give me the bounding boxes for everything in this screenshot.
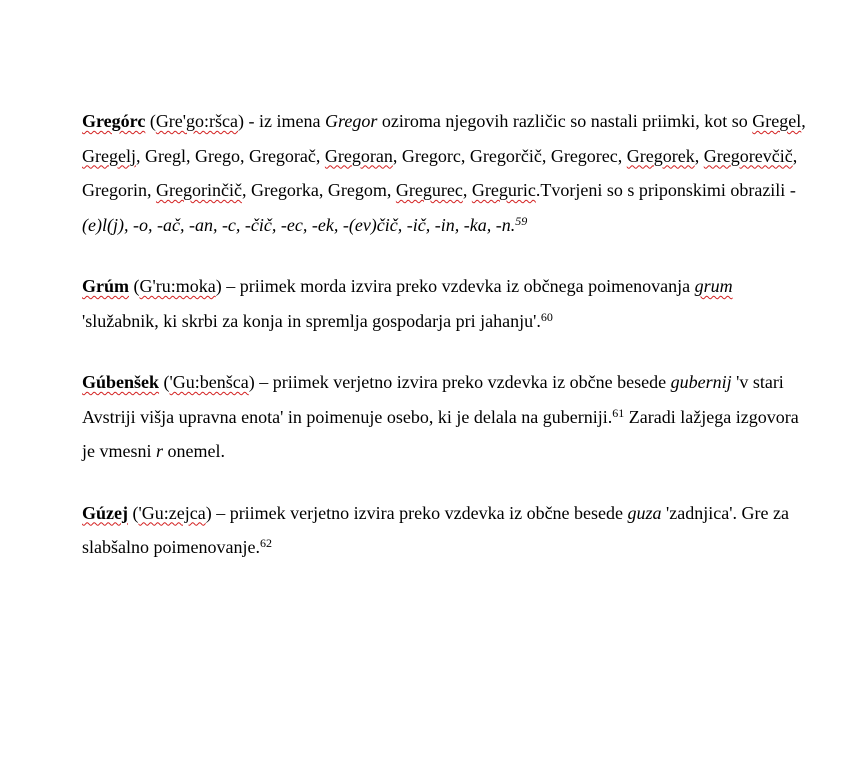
entry-dash: – [254,372,273,392]
surname-item: Gregorc [401,145,461,166]
surname-item: Gregurec [395,180,463,200]
surname-item: Gregorec [550,145,618,166]
entry-guzej: Gúzej ('Gu:zejca) – priimek verjetno izvira preko vzdevka iz občne besede guza 'zadnjica'. Gre za slabšalno poimenovanje.$^{62}$ [82,502,789,557]
surname-item: Gregorevčič [703,145,793,166]
surname-item: Gregorač [248,145,316,166]
entry-text: priimek verjetno izvira preko vzdevka iz občne besede [229,502,628,523]
entry-italic-term: r [156,441,164,461]
surname-item: Gregelj [82,145,136,166]
entry-italic-term: Gregor [325,111,378,131]
surname-item: Gregel [752,111,802,131]
entry-text: 'služabnik, ki skrbi za konja in spremlja gospodarja pri jahanju'. [82,310,541,331]
footnote-ref[interactable]: 61 [612,405,625,420]
entry-text: 'v stari Avstriji višja upravna enota' in poimenuje osebo, ki je delala na guberniji. [82,372,784,427]
entry-headword: Gúbenšek [82,372,160,392]
surname-item: Gregorek [626,145,695,166]
entry-text: oziroma njegovih različic so nastali priimki, kot so [377,111,753,131]
surname-item: Gregl [144,145,186,166]
entry-italic-term: guza [627,502,662,523]
footnote-ref[interactable]: 59 [515,213,528,228]
surname-item: Grego [194,145,240,166]
entry-text: .Tvorjeni so s priponskimi obrazili [535,180,790,200]
entry-italic-term: grum [694,276,733,296]
footnote-ref[interactable]: 62 [259,536,272,550]
entry-headword: Gregórc [82,111,146,131]
surname-item: Greguric [471,180,536,200]
entry-text: iz imena [259,111,326,131]
surname-item: Gregorinčič [155,180,242,200]
entry-pronunciation: 'Gu:benšca [169,372,249,392]
entry-text: priimek morda izvira preko vzdevka iz občnega poimenovanja [239,276,695,296]
entry-pronunciation: 'Gu:zejca [138,502,206,523]
entry-text: onemel. [163,441,225,461]
entry-grum: Grúm (G'ru:moka) – priimek morda izvira preko vzdevka iz občnega poimenovanja grum 'služabnik, ki skrbi za konja in spremlja gospodarja pri jahanju'.$^{60}$ [82,276,733,331]
entry-pronunciation: G'ru:moka [139,276,216,296]
entry-gubensek: Gúbenšek ('Gu:benšca) – priimek verjetno izvira preko vzdevka iz občne besede gubernij 'v stari Avstriji višja upravna enota' in poimenuje osebo, ki je delala na guberniji.$^{61}$ Zaradi lažjega izgovora je vmesni r onemel. [82,372,799,461]
surname-item: Gregorčič [469,145,542,166]
entry-text: 'zadnjica'. Gre za slabšalno poimenovanje. [82,502,789,557]
entry-dash: - [244,111,260,131]
suffix-list: -(e)l(j), -o, -ač, -an, -c, -čič, -ec, -ek, -(ev)čič, -ič, -in, -ka, -n. [82,180,796,235]
footnote-ref[interactable]: 60 [540,309,553,324]
surname-item: Gregorka [250,180,319,200]
entry-headword: Grúm [82,276,129,296]
entry-italic-term: gubernij [670,372,732,392]
entry-gregorc: Gregórc (Gre'go:ršca) - iz imena Gregor oziroma njegovih različic so nastali priimki, kot so Gregel, Gregelj, Gregl, Grego, Gregorač, Gregoran, Gregorc, Gregorčič, Gregorec, Gregorek, Gregorevčič, Gregorin, Gregorinčič, Gregorka, Gregom, Gregurec, Greguric.Tvorjeni so s priponskimi obrazili -(e)l(j), -o, -ač, -an, -c, -čič, -ec, -ek, -(ev)čič, -ič, -in, -ka, -n.$^{59}$ [82,111,806,235]
entry-headword: Gúzej [82,502,128,523]
entry-dash: – [211,502,230,523]
surname-item: Gregoran [324,145,393,166]
entry-dash: – [221,276,240,296]
document-page [82,104,812,565]
surname-item: Gregom [327,180,387,200]
entry-text: Zaradi lažjega izgovora je vmesni [82,406,799,461]
entry-pronunciation: Gre'go:ršca [155,111,239,131]
entry-text: priimek verjetno izvira preko vzdevka iz občne besede [272,372,671,392]
surname-item: Gregorin [82,180,147,200]
